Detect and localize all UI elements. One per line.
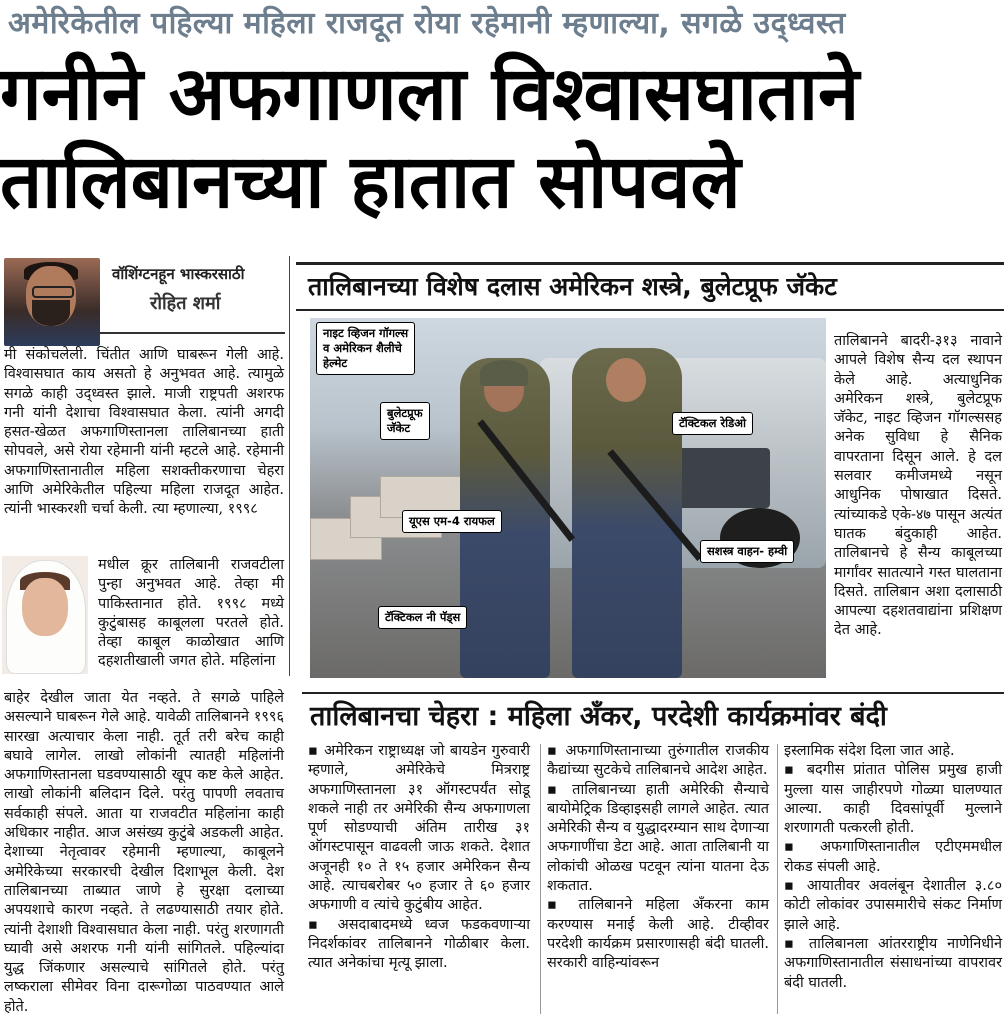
callout-jacket: बुलेटप्रूफ जॅकेट	[380, 402, 430, 440]
byline-author: रोहित शर्मा	[150, 293, 221, 314]
headline-line-1: गनीने अफगाणला विश्वासघाताने	[0, 51, 860, 137]
kicker-headline: अमेरिकेतील पहिल्या महिला राजदूत रोया रहेमानी म्हणाल्या, सगळे उद्ध्वस्त	[8, 6, 846, 41]
column-divider	[289, 256, 290, 676]
bottom-col-divider-2	[777, 744, 778, 1014]
left-article-text-bottom: बाहेर देखील जाता येत नव्हते. ते सगळे पाहिले असल्याने घाबरून गेले आहे. यावेळी तालिबानने १९९६ सारखा अत्याचार केला नाही. तूर्त तरी बरेच काही बघावे लागेल. लाखो लोकांनी त्यातही महिलांनी अफगाणिस्तानला घडवण्यासाठी खूप कष्ट केले आहेत. लाखो लोकांनी बलिदान दिले. परंतु पापणी लवताच सर्वकाही संपले. आता या राजवटीत महिलांना काही अधिकार नाहीत. आज असंख्य कुटुंबे अडकली आहेत. देशाच्या नेतृत्वावर रहेमानी म्हणाल्या, काबूलने अमेरिकेच्या सरकारची देखील दिशाभूल केली. देश तालिबानच्या ताब्यात जाणे हे सुरक्षा दलाच्या अपयशाचे कारण नव्हते. ते लढण्यासाठी तयार होते. त्यांनी देशाशी विश्वासघात केला नाही. परंतु शरणागती घ्यावी असे अशरफ गनी यांनी सांगितले. पहिल्यांदा युद्ध जिंकणार असल्याचे सांगितले होते. परंतु लष्कराला सीमेवर विना दारूगोळा पाठवण्यात आले होते.	[4, 690, 284, 1015]
left-article-text-mid: मधील क्रूर तालिबानी राजवटीला पुन्हा अनुभवत आहे. तेव्हा मी पाकिस्तानात होते. १९९८ मध्ये कुटुंबासह काबूलला परतले होते. तेव्हा काबूल काळोखात आणि दहशतीखाली जगत होते. महिलांना	[98, 557, 284, 670]
callout-knee-pads: टॅक्टिकल नी पॅड्स	[378, 606, 467, 629]
author-photo	[4, 258, 100, 346]
bottom-col-divider-1	[540, 744, 541, 1014]
bottom-story-col-2: ▪ अफगाणिस्तानाच्या तुरुंगातील राजकीय कैद्यांच्या सुटकेचे तालिबानचे आदेश आहेत. ▪ तालिबानच्या हाती अमेरिकी सैन्याचे बायोमेट्रिक डिव्हाइसही लागले आहेत. त्यात अमेरिकी सैन्य व युद्धादरम्यान साथ देणाऱ्या अफगाणींचा डेटा आहे. आता तालिबानी या लोकांची ओळख पटवून त्यांना यातना देऊ शकतात. ▪ तालिबानने महिला अँकरना काम करण्यास मनाई केली आहे. टीव्हीवर परदेशी कार्यक्रम प्रसारणासही बंदी घातली. सरकारी वाहिन्यांवरून	[547, 743, 769, 972]
bottom-story-col-3: इस्लामिक संदेश दिला जात आहे. ▪ बदगीस प्रांतात पोलिस प्रमुख हाजी मुल्ला यास जाहीरपणे गोळ्या घालण्यात आल्या. काही दिवसांपूर्वी मुल्लाने शरणागती पत्करली होती. ▪ अफगाणिस्तानातील एटीएममधील रोकड संपली आहे. ▪ आयातीवर अवलंबून देशातील ३.८० कोटी लोकांवर उपासमारीचे संकट निर्माण झाले आहे. ▪ तालिबानला आंतरराष्ट्रीय नाणेनिधीने अफगाणिस्तानातील संसाधनांच्या वापरावर बंदी घातली.	[784, 743, 1002, 991]
bottom-story-col-1: ▪ अमेरिकन राष्ट्राध्यक्ष जो बायडेन गुरुवारी म्हणाले, अमेरिकेचे मित्रराष्ट्र अफगाणिस्तानला ३१ ऑगस्टपर्यंत सोडू शकले नाही तर अमेरिकी सैन्य अफगाणला पूर्ण सोडण्याची अंतिम तारीख ३१ ऑगस्टपासून वाढवली जाऊ शकते. देशात अजूनही १० ते १५ हजार अमेरिकन सैन्य आहे. त्याचबरोबर ५० हजार ते ६० हजार अफगाणी व त्यांचे कुटुंबीय आहेत. ▪ असदाबादमध्ये ध्वज फडकवणाऱ्या निदर्शकांवर तालिबानने गोळीबार केला. त्यात अनेकांचा मृत्यू झाला.	[308, 743, 530, 972]
byline-dateline: वॉशिंग्टनहून भास्करसाठी	[112, 265, 245, 283]
left-article-text-top: मी संकोचलेली. चिंतीत आणि घाबरून गेली आहे. विश्वासघात काय असतो हे अनुभवत आहे. त्यामुळे सगळे काही उद्ध्वस्त झाले. माजी राष्ट्रपती अशरफ गनी यांनी देशाचा विश्वासघात केला. त्यांनी अगदी हसत-खेळत अफगाणिस्तानला तालिबानच्या हाती सोपवले, असे रोया रहेमानी यांनी म्हटले आहे. रहेमानी अफगाणिस्तानातील महिला सशक्तीकरणाचा चेहरा आणि अमेरिकेतील पहिल्या महिला राजदूत आहेत. त्यांनी भास्करशी चर्चा केली. त्या म्हणाल्या, १९९८	[4, 347, 284, 518]
main-headline	[0, 50, 1005, 226]
callout-radio: टॅक्टिकल रेडिओ	[672, 412, 753, 435]
photo-story-headline: तालिबानच्या विशेष दलास अमेरिकन शस्त्रे, बुलेटप्रूफ जॅकेट	[296, 262, 1004, 311]
bottom-story-headline: तालिबानचा चेहरा : महिला अँकर, परदेशी कार्यक्रमांवर बंदी	[302, 692, 1004, 740]
callout-rifle: यूएस एम-4 रायफल	[402, 510, 502, 533]
photo-story-text: तालिबानने बादरी-३१३ नावाने आपले विशेष सैन्य दल स्थापन केले आहे. अत्याधुनिक अमेरिकन शस्त्रे, बुलेटप्रूफ जॅकेट, नाइट व्हिजन गॉगल्ससह अनेक सुविधा हे सैनिक वापरताना दिसून आले. हे दल सलवार कमीजमध्ये नसून आधुनिक पोषाखात दिसते. त्यांच्याकडे एके-४७ पासून अत्यंत घातक बंदुकाही आहेत. तालिबानचे हे सैन्य काबूलच्या मार्गांवर सातत्याने गस्त घालताना दिसते. तालिबान अशा दलासाठी आपल्या दहशतवाद्यांना प्रशिक्षण देत आहे.	[834, 333, 1002, 639]
callout-helmet: नाइट व्हिजन गॉगल्स व अमेरिकन शैलीचे हेल्मेट	[316, 322, 415, 375]
headline-line-2: तालिबानच्या हातात सोपवले	[0, 139, 741, 225]
soldiers-photo	[310, 318, 826, 678]
byline-divider	[100, 332, 285, 334]
callout-vehicle: सशस्त्र वाहन- हम्वी	[700, 540, 794, 563]
roya-rahmani-photo	[2, 556, 88, 674]
